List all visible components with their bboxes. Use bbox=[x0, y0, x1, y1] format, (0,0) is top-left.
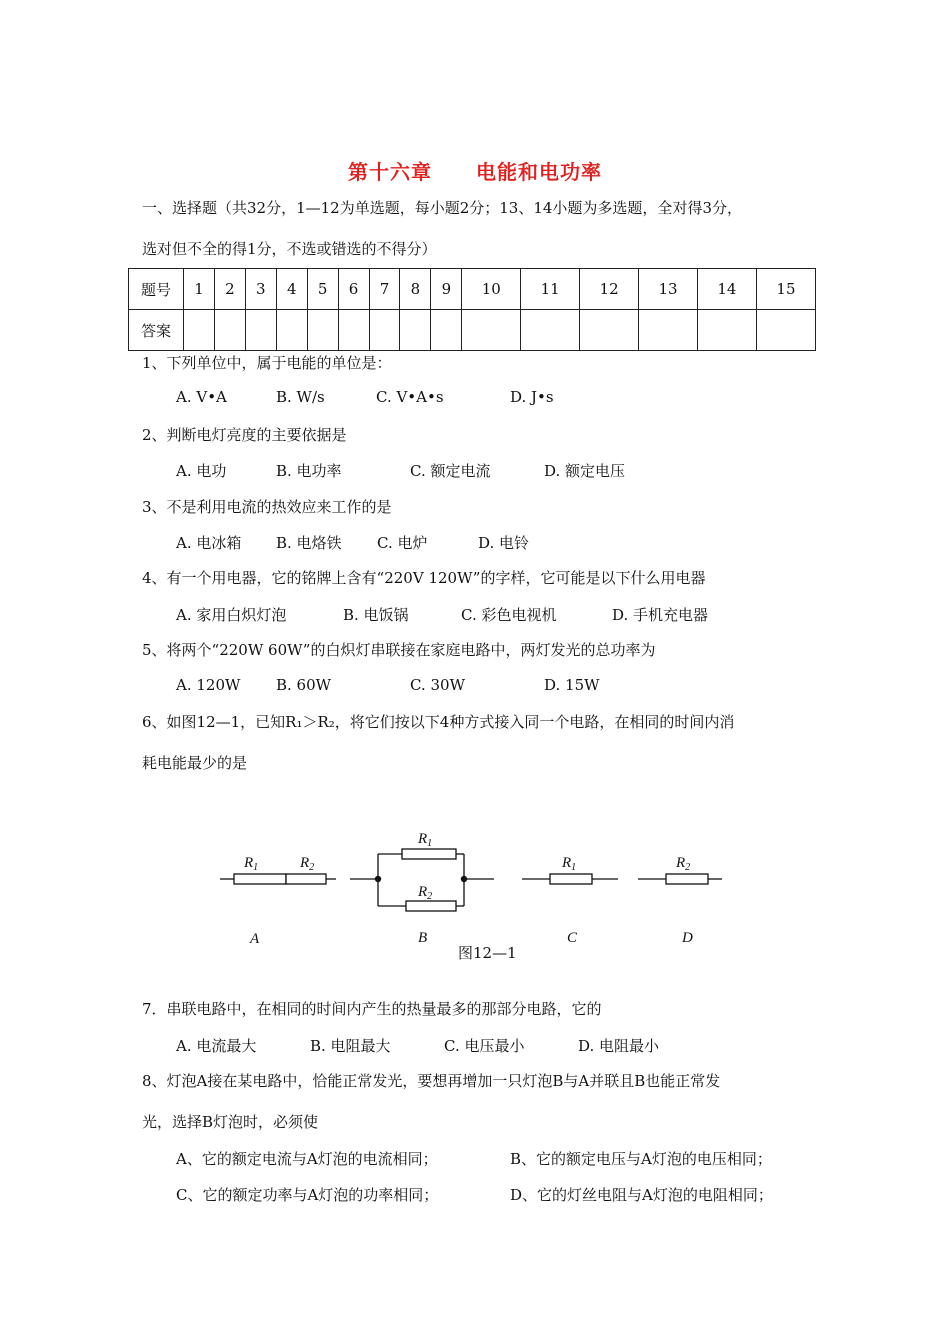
question-2-stem: 2、判断电灯亮度的主要依据是 bbox=[142, 426, 347, 444]
question-3-option-d: D. 电铃 bbox=[478, 534, 530, 552]
question-8-option-c: C、它的额定功率与A灯泡的功率相同； bbox=[176, 1186, 439, 1204]
figure-caption: 图12—1 bbox=[458, 944, 517, 962]
question-1-option-a: A. V•A bbox=[176, 388, 227, 406]
circuit-d bbox=[638, 855, 722, 946]
question-5-option-b: B. 60W bbox=[276, 676, 332, 694]
junction-node bbox=[375, 876, 381, 882]
question-2-option-b: B. 电功率 bbox=[276, 462, 342, 480]
question-3-option-a: A. 电冰箱 bbox=[176, 534, 242, 552]
label-r1: $R_1$ bbox=[562, 855, 577, 873]
table-number: 3 bbox=[245, 269, 276, 310]
answer-cell[interactable] bbox=[214, 310, 245, 351]
question-7-option-b: B. 电阻最大 bbox=[310, 1037, 391, 1055]
question-8-stem-line1: 8、灯泡A接在某电路中，恰能正常发光，要想再增加一只灯泡B与A并联且B也能正常发 bbox=[142, 1072, 721, 1090]
answer-cell[interactable] bbox=[184, 310, 215, 351]
answer-cell[interactable] bbox=[756, 310, 815, 351]
question-8-stem-line2: 光，选择B灯泡时，必须使 bbox=[142, 1113, 319, 1131]
table-number: 8 bbox=[400, 269, 431, 310]
table-answer-label: 答案 bbox=[129, 310, 184, 351]
circuit-label-c: C bbox=[567, 930, 578, 946]
answer-cell[interactable] bbox=[431, 310, 462, 351]
label-r1: $R_1$ bbox=[418, 831, 433, 849]
question-8-option-a: A、它的额定电流与A灯泡的电流相同； bbox=[176, 1150, 438, 1168]
question-3-option-c: C. 电炉 bbox=[377, 534, 428, 552]
circuit-a bbox=[220, 855, 336, 947]
question-5-stem: 5、将两个“220W 60W”的白炽灯串联接在家庭电路中，两灯发光的总功率为 bbox=[142, 641, 656, 659]
question-8-option-b: B、它的额定电压与A灯泡的电压相同； bbox=[510, 1150, 772, 1168]
table-number: 6 bbox=[338, 269, 369, 310]
junction-node bbox=[461, 876, 467, 882]
question-2-option-a: A. 电功 bbox=[176, 462, 227, 480]
question-4-option-d: D. 手机充电器 bbox=[612, 606, 709, 624]
table-number: 15 bbox=[756, 269, 815, 310]
answer-cell[interactable] bbox=[338, 310, 369, 351]
question-4-stem: 4、有一个用电器，它的铭牌上含有“220V 120W”的字样，它可能是以下什么用电器 bbox=[142, 569, 706, 587]
answer-cell[interactable] bbox=[462, 310, 521, 351]
circuit-c bbox=[522, 855, 618, 946]
section-instructions-line1: 一、选择题（共32分，1—12为单选题，每小题2分；13、14小题为多选题，全对得3分， bbox=[142, 199, 742, 217]
table-number: 2 bbox=[214, 269, 245, 310]
question-5-option-c: C. 30W bbox=[410, 676, 465, 694]
table-number: 14 bbox=[697, 269, 756, 310]
table-number: 10 bbox=[462, 269, 521, 310]
chapter-topic: 电能和电功率 bbox=[476, 160, 602, 184]
table-number: 13 bbox=[639, 269, 698, 310]
question-2-option-d: D. 额定电压 bbox=[544, 462, 626, 480]
answer-cell[interactable] bbox=[521, 310, 580, 351]
question-4-option-c: C. 彩色电视机 bbox=[461, 606, 557, 624]
circuit-b bbox=[350, 831, 494, 946]
question-1-option-c: C. V•A•s bbox=[376, 388, 444, 406]
chapter-title: 第十六章 bbox=[348, 160, 432, 184]
resistor-r1 bbox=[550, 874, 592, 884]
table-number: 11 bbox=[521, 269, 580, 310]
resistor-r1 bbox=[234, 874, 286, 884]
question-6-stem-line1: 6、如图12—1，已知R₁＞R₂，将它们按以下4种方式接入同一个电路，在相同的时间内消 bbox=[142, 713, 735, 731]
resistor-r2 bbox=[286, 874, 326, 884]
answer-cell[interactable] bbox=[369, 310, 400, 351]
answer-cell[interactable] bbox=[697, 310, 756, 351]
question-4-option-b: B. 电饭锅 bbox=[343, 606, 409, 624]
table-number: 5 bbox=[307, 269, 338, 310]
question-3-option-b: B. 电烙铁 bbox=[276, 534, 342, 552]
resistor-r1 bbox=[402, 849, 456, 859]
resistor-r2 bbox=[666, 874, 708, 884]
table-number: 7 bbox=[369, 269, 400, 310]
circuit-label-b: B bbox=[418, 930, 428, 946]
table-number: 12 bbox=[580, 269, 639, 310]
answer-cell[interactable] bbox=[400, 310, 431, 351]
question-7-option-a: A. 电流最大 bbox=[176, 1037, 257, 1055]
question-5-option-d: D. 15W bbox=[544, 676, 600, 694]
label-r2: $R_2$ bbox=[676, 855, 691, 873]
question-4-option-a: A. 家用白炽灯泡 bbox=[176, 606, 287, 624]
circuit-label-d: D bbox=[682, 930, 693, 946]
resistor-r2 bbox=[406, 901, 456, 911]
circuit-figure bbox=[210, 820, 730, 950]
table-number: 9 bbox=[431, 269, 462, 310]
label-r2: $R_2$ bbox=[418, 884, 433, 902]
question-1-option-d: D. J•s bbox=[510, 388, 554, 406]
answer-cell[interactable] bbox=[639, 310, 698, 351]
question-7-option-c: C. 电压最小 bbox=[444, 1037, 525, 1055]
question-1-option-b: B. W/s bbox=[276, 388, 325, 406]
section-instructions-line2: 选对但不全的得1分，不选或错选的不得分） bbox=[142, 240, 437, 258]
answer-cell[interactable] bbox=[276, 310, 307, 351]
question-6-stem-line2: 耗电能最少的是 bbox=[142, 754, 248, 772]
answer-table bbox=[128, 268, 816, 351]
answer-cell[interactable] bbox=[307, 310, 338, 351]
question-5-option-a: A. 120W bbox=[176, 676, 241, 694]
circuit-label-a: A bbox=[250, 931, 260, 947]
question-3-stem: 3、不是利用电流的热效应来工作的是 bbox=[142, 498, 392, 516]
table-header-label: 题号 bbox=[129, 269, 184, 310]
label-r2: $R_2$ bbox=[300, 855, 315, 873]
answer-table-answer-row bbox=[129, 310, 816, 351]
answer-cell[interactable] bbox=[580, 310, 639, 351]
table-number: 1 bbox=[184, 269, 215, 310]
question-8-option-d: D、它的灯丝电阻与A灯泡的电阻相同； bbox=[510, 1186, 773, 1204]
question-2-option-c: C. 额定电流 bbox=[410, 462, 491, 480]
label-r1: $R_1$ bbox=[244, 855, 259, 873]
question-1-stem: 1、下列单位中，属于电能的单位是： bbox=[142, 354, 392, 372]
answer-cell[interactable] bbox=[245, 310, 276, 351]
question-7-stem: 7．串联电路中，在相同的时间内产生的热量最多的那部分电路，它的 bbox=[142, 1000, 602, 1018]
table-number: 4 bbox=[276, 269, 307, 310]
page-title bbox=[0, 156, 950, 185]
question-7-option-d: D. 电阻最小 bbox=[578, 1037, 660, 1055]
answer-table-header-row bbox=[129, 269, 816, 310]
